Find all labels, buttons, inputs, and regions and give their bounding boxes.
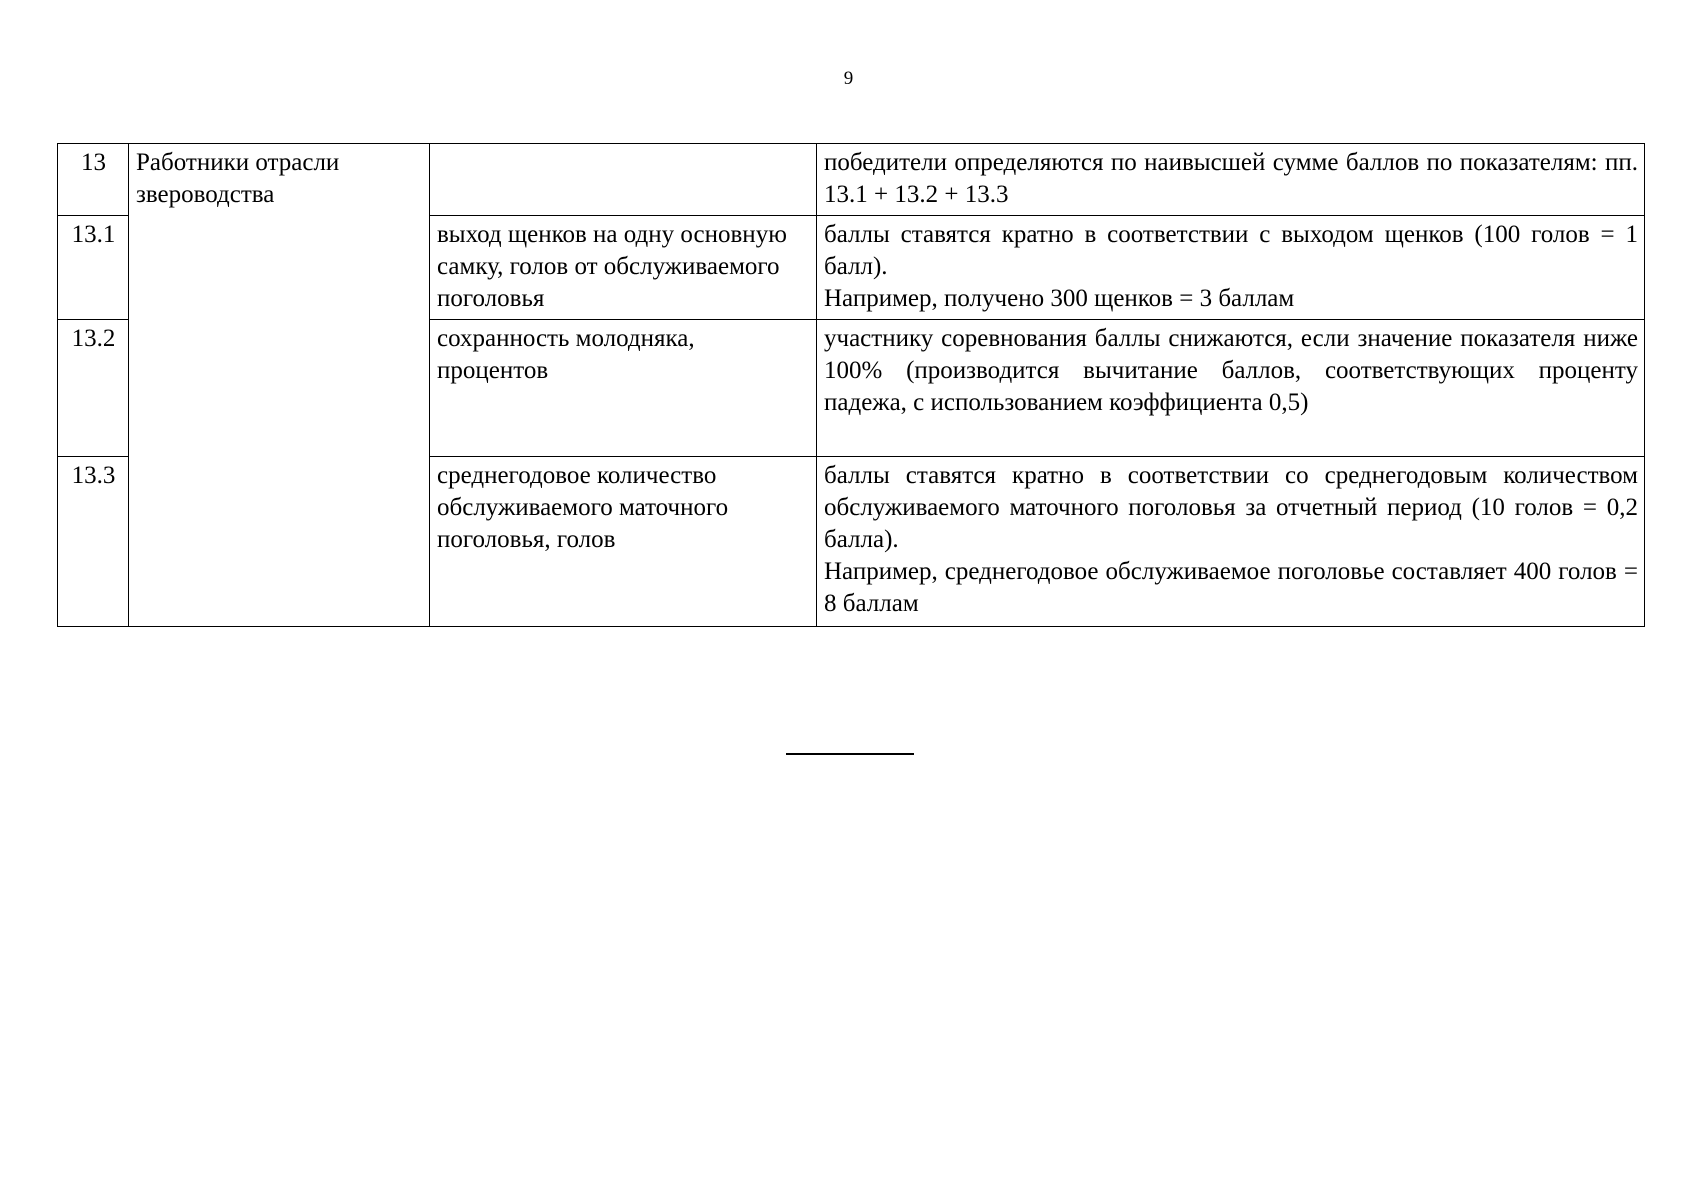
- indicator-cell: среднегодовое количество обслуживаемого маточного поголовья, голов: [430, 457, 817, 627]
- description-cell: [817, 320, 1645, 457]
- rule-text: победители определяются по наивысшей сумме баллов по показателям: пп. 13.1 + 13.2 + 13.3: [824, 149, 1638, 208]
- description-text: баллы ставятся кратно в соответствии с выходом щенков (100 голов = 1 балл).: [824, 221, 1638, 280]
- row-number: 13.3: [58, 457, 129, 627]
- indicator-cell-empty: [430, 144, 817, 216]
- table-row-13: [58, 144, 1645, 216]
- description-text: баллы ставятся кратно в соответствии со среднегодовым количеством обслуживаемого маточного поголовья за отчетный период (10 голов = 0,2 балла).: [824, 462, 1638, 553]
- indicator-cell: сохранность молодняка, процентов: [430, 320, 817, 457]
- page-number: 9: [843, 68, 854, 89]
- closing-rule: [786, 753, 914, 755]
- rule-cell: [817, 144, 1645, 216]
- category-cell: Работники отрасли звероводства: [129, 144, 430, 627]
- row-number: 13: [58, 144, 129, 216]
- description-cell: [817, 216, 1645, 320]
- description-cell: [817, 457, 1645, 627]
- criteria-table: [57, 143, 1645, 627]
- row-number: 13.1: [58, 216, 129, 320]
- description-text: участнику соревнования баллы снижаются, если значение показателя ниже 100% (производится вычитание баллов, соответствующих проценту падежа, с использованием коэффициента 0,5): [824, 325, 1638, 416]
- description-example: Например, среднегодовое обслуживаемое поголовье составляет 400 голов = 8 баллам: [824, 558, 1638, 617]
- description-example: Например, получено 300 щенков = 3 баллам: [824, 285, 1295, 312]
- row-number: 13.2: [58, 320, 129, 457]
- indicator-cell: выход щенков на одну основную самку, голов от обслуживаемого поголовья: [430, 216, 817, 320]
